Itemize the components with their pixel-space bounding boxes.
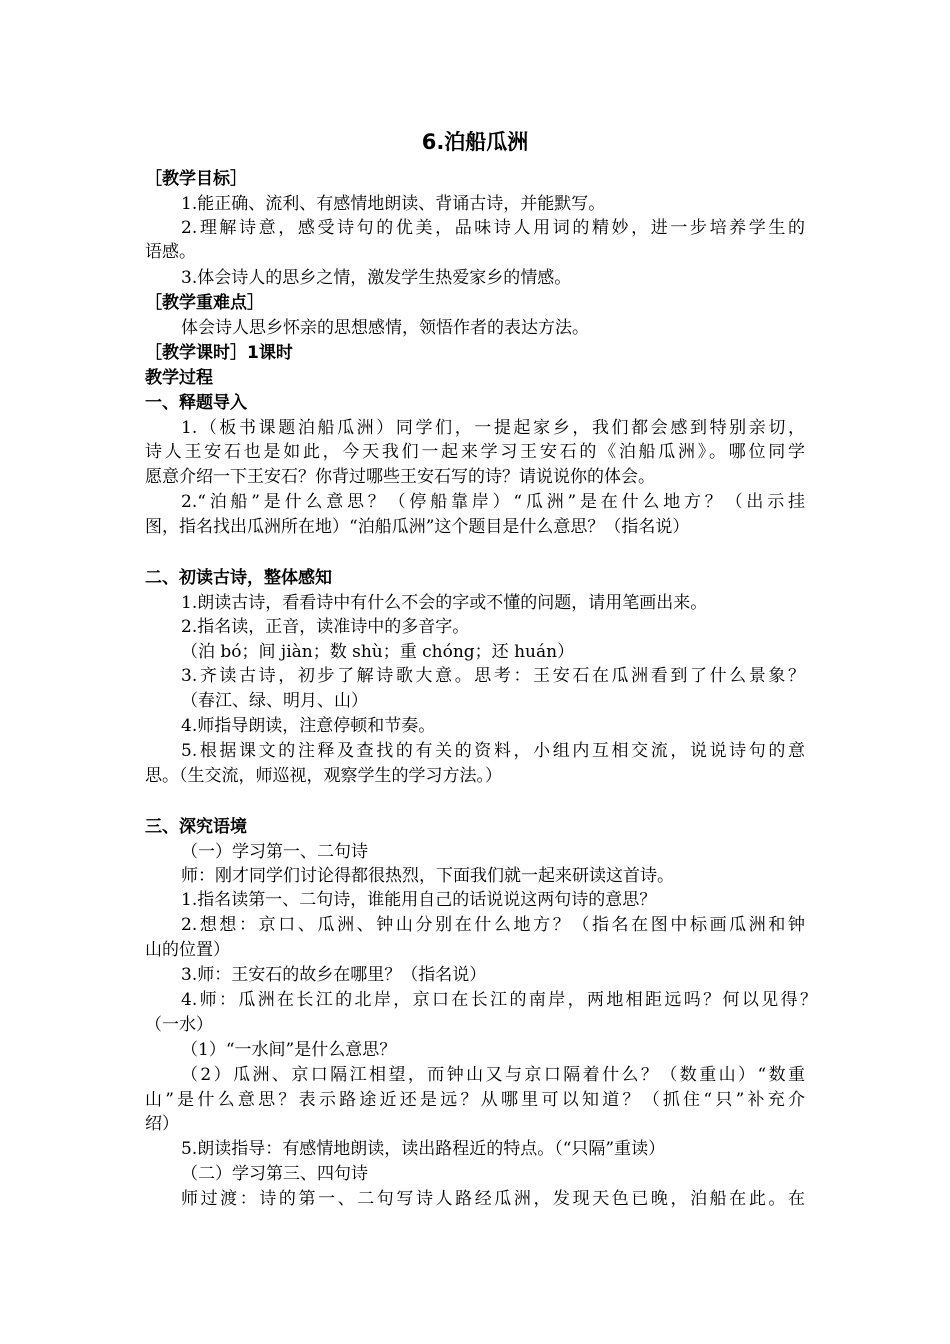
paragraph: 2.指名读，正音，读准诗中的多音字。 xyxy=(181,617,470,637)
paragraph: 山的位置） xyxy=(145,940,230,960)
paragraph: 1.能正确、流利、有感情地朗读、背诵古诗，并能默写。 xyxy=(181,194,606,214)
paragraph: （2）瓜洲、京口隔江相望，而钟山又与京口隔着什么？（数重山）“数重 xyxy=(181,1065,805,1085)
paragraph: 1.朗读古诗，看看诗中有什么不会的字或不懂的问题，请用笔画出来。 xyxy=(181,593,708,613)
section-heading-goals: ［教学目标］ xyxy=(145,169,247,189)
paragraph: 3.齐读古诗，初步了解诗歌大意。思考：王安石在瓜洲看到了什么景象？ xyxy=(181,666,805,686)
paragraph: （1）“一水间”是什么意思？ xyxy=(181,1040,397,1060)
paragraph: 3.体会诗人的思乡之情，激发学生热爱家乡的情感。 xyxy=(181,268,572,288)
paragraph: 2.理解诗意，感受诗句的优美，品味诗人用词的精妙，进一步培养学生的 xyxy=(181,218,805,238)
section-heading-part1: 一、释题导入 xyxy=(145,393,247,413)
paragraph: 师过渡：诗的第一、二句写诗人路经瓜洲，发现天色已晚，泊船在此。在 xyxy=(181,1189,805,1209)
section-heading-part3: 三、深究语境 xyxy=(145,817,247,837)
paragraph: （二）学习第三、四句诗 xyxy=(181,1164,368,1184)
paragraph: 体会诗人思乡怀亲的思想感情，领悟作者的表达方法。 xyxy=(181,318,589,338)
paragraph: （泊 bó；间 jiàn；数 shù；重 chóng；还 huán） xyxy=(181,642,575,662)
paragraph: 诗人王安石也是如此，今天我们一起来学习王安石的《泊船瓜洲》。哪位同学 xyxy=(145,442,805,462)
paragraph: 1.（板书课题泊船瓜洲）同学们，一提起家乡，我们都会感到特别亲切， xyxy=(181,418,805,438)
paragraph: 图，指名找出瓜洲所在地）“泊船瓜洲”这个题目是什么意思？（指名说） xyxy=(145,517,690,537)
paragraph: 4.师指导朗读，注意停顿和节奏。 xyxy=(181,716,436,736)
paragraph: 2.想想：京口、瓜洲、钟山分别在什么地方？（指名在图中标画瓜洲和钟 xyxy=(181,915,805,935)
paragraph: （春江、绿、明月、山） xyxy=(181,691,368,711)
section-heading-key-points: ［教学重难点］ xyxy=(145,293,264,313)
section-heading-process: 教学过程 xyxy=(145,368,213,388)
paragraph: （一水） xyxy=(145,1015,213,1035)
paragraph: 山”是什么意思？表示路途近还是远？从哪里可以知道？（抓住“只”补充介 xyxy=(145,1090,805,1110)
section-heading-part2: 二、初读古诗，整体感知 xyxy=(145,568,332,588)
paragraph: 愿意介绍一下王安石？你背过哪些王安石写的诗？请说说你的体会。 xyxy=(145,467,655,487)
paragraph: 1.指名读第一、二句诗，谁能用自己的话说说这两句诗的意思？ xyxy=(181,890,657,910)
paragraph: 5.根据课文的注释及查找的有关的资料，小组内互相交流，说说诗句的意 xyxy=(181,741,805,761)
paragraph: 4.师：瓜洲在长江的北岸，京口在长江的南岸，两地相距远吗？何以见得？ xyxy=(181,990,817,1010)
paragraph: 师：刚才同学们讨论得都很热烈，下面我们就一起来研读这首诗。 xyxy=(181,866,674,886)
paragraph: 思。（生交流，师巡视，观察学生的学习方法。） xyxy=(145,766,502,786)
paragraph: 3.师：王安石的故乡在哪里？（指名说） xyxy=(181,965,487,985)
paragraph: 2.“泊船”是什么意思？（停船靠岸）“瓜洲”是在什么地方？（出示挂 xyxy=(181,492,805,512)
paragraph: 绍） xyxy=(145,1114,179,1134)
section-heading-periods: ［教学课时］1课时 xyxy=(145,343,293,363)
paragraph: （一）学习第一、二句诗 xyxy=(181,842,368,862)
paragraph: 5.朗读指导：有感情地朗读，读出路程近的特点。（“只隔”重读） xyxy=(181,1139,666,1159)
paragraph: 语感。 xyxy=(145,242,196,262)
document-title: 6.泊船瓜洲 xyxy=(421,130,529,154)
